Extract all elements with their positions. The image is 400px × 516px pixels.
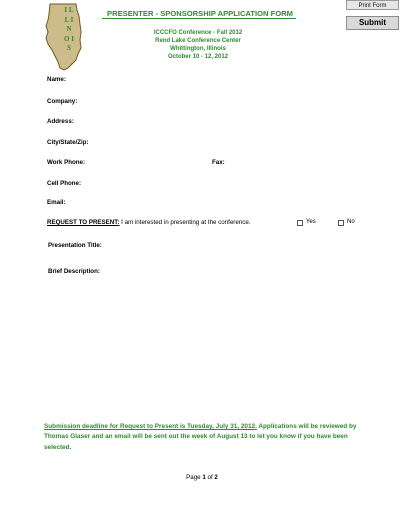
dates: October 10 - 12, 2012 xyxy=(167,54,229,60)
name-label: Name: xyxy=(47,76,66,83)
address-label: Address: xyxy=(47,118,74,125)
page-title: PRESENTER - SPONSORSHIP APPLICATION FORM xyxy=(107,9,293,18)
company-label: Company: xyxy=(47,98,78,105)
print-form-button[interactable]: Print Form xyxy=(346,0,399,10)
no-label: No xyxy=(347,219,355,225)
city-label: City/State/Zip: xyxy=(47,139,89,146)
venue: Rend Lake Conference Center xyxy=(155,38,241,44)
no-checkbox[interactable] xyxy=(338,220,344,226)
request-to-present xyxy=(47,219,251,226)
page-number: 1 xyxy=(202,474,206,481)
location: Whittington, Illinois xyxy=(170,46,226,52)
yes-label: Yes xyxy=(306,219,316,225)
submit-button[interactable]: Submit xyxy=(346,16,399,30)
yes-checkbox[interactable] xyxy=(297,220,303,226)
deadline-note xyxy=(44,422,362,453)
presentation-title-label: Presentation Title: xyxy=(48,242,102,249)
page-indicator xyxy=(172,474,232,481)
page-prefix: Page xyxy=(186,474,201,481)
page-of: of xyxy=(207,474,213,481)
brief-description-label: Brief Description: xyxy=(48,268,100,275)
cell-phone-label: Cell Phone: xyxy=(47,180,82,187)
request-text: I am interested in presenting at the conference. xyxy=(121,219,251,226)
logo-letters: I L L I N O I S xyxy=(64,6,74,53)
title-underline xyxy=(102,18,296,19)
request-label: REQUEST TO PRESENT: xyxy=(47,219,120,226)
work-phone-label: Work Phone: xyxy=(47,159,86,166)
email-label: Email: xyxy=(47,199,66,206)
deadline-underlined: Submission deadline for Request to Present is Tuesday, July 31, 2012. xyxy=(44,423,257,430)
fax-label: Fax: xyxy=(212,159,225,166)
conference-name: ICCCFO Conference - Fall 2012 xyxy=(153,30,243,36)
page-total: 2 xyxy=(214,474,218,481)
deadline-rest: Applications will be reviewed by Thomas Glaser and an email will be sent out the week of August 13 to let you know if you have been selected. xyxy=(44,423,357,451)
